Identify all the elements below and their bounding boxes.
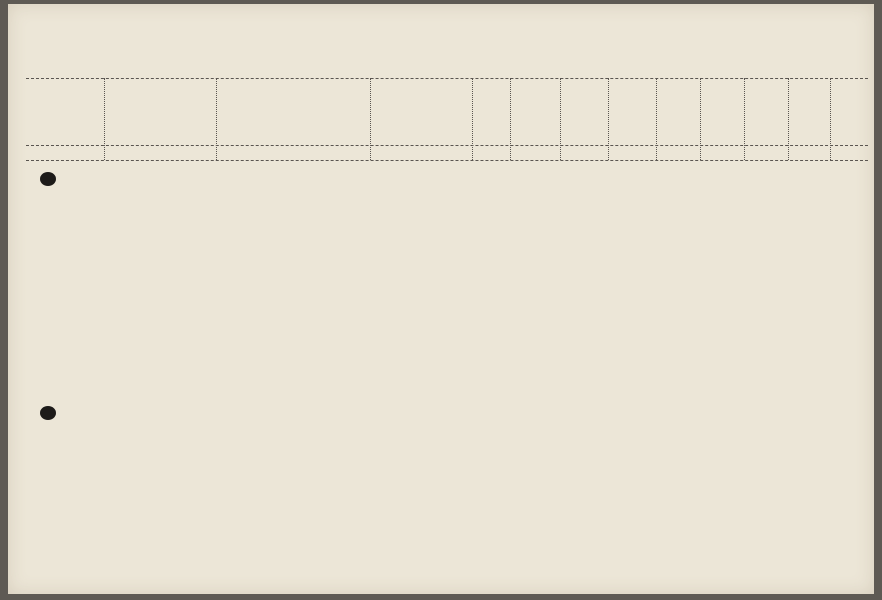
- column-divider: [510, 78, 511, 160]
- punch-hole: [40, 406, 56, 420]
- table-top-rule: [26, 78, 868, 79]
- table-body: [26, 164, 868, 564]
- column-divider: [370, 78, 371, 160]
- table-header-rule: [26, 145, 868, 146]
- column-number-rule: [26, 160, 868, 161]
- column-divider: [608, 78, 609, 160]
- column-divider: [472, 78, 473, 160]
- column-divider: [700, 78, 701, 160]
- archive-page: [8, 4, 874, 594]
- column-divider: [744, 78, 745, 160]
- column-divider: [830, 78, 831, 160]
- column-divider: [104, 78, 105, 160]
- column-divider: [560, 78, 561, 160]
- punch-hole: [40, 172, 56, 186]
- column-divider: [788, 78, 789, 160]
- column-divider: [656, 78, 657, 160]
- column-divider: [216, 78, 217, 160]
